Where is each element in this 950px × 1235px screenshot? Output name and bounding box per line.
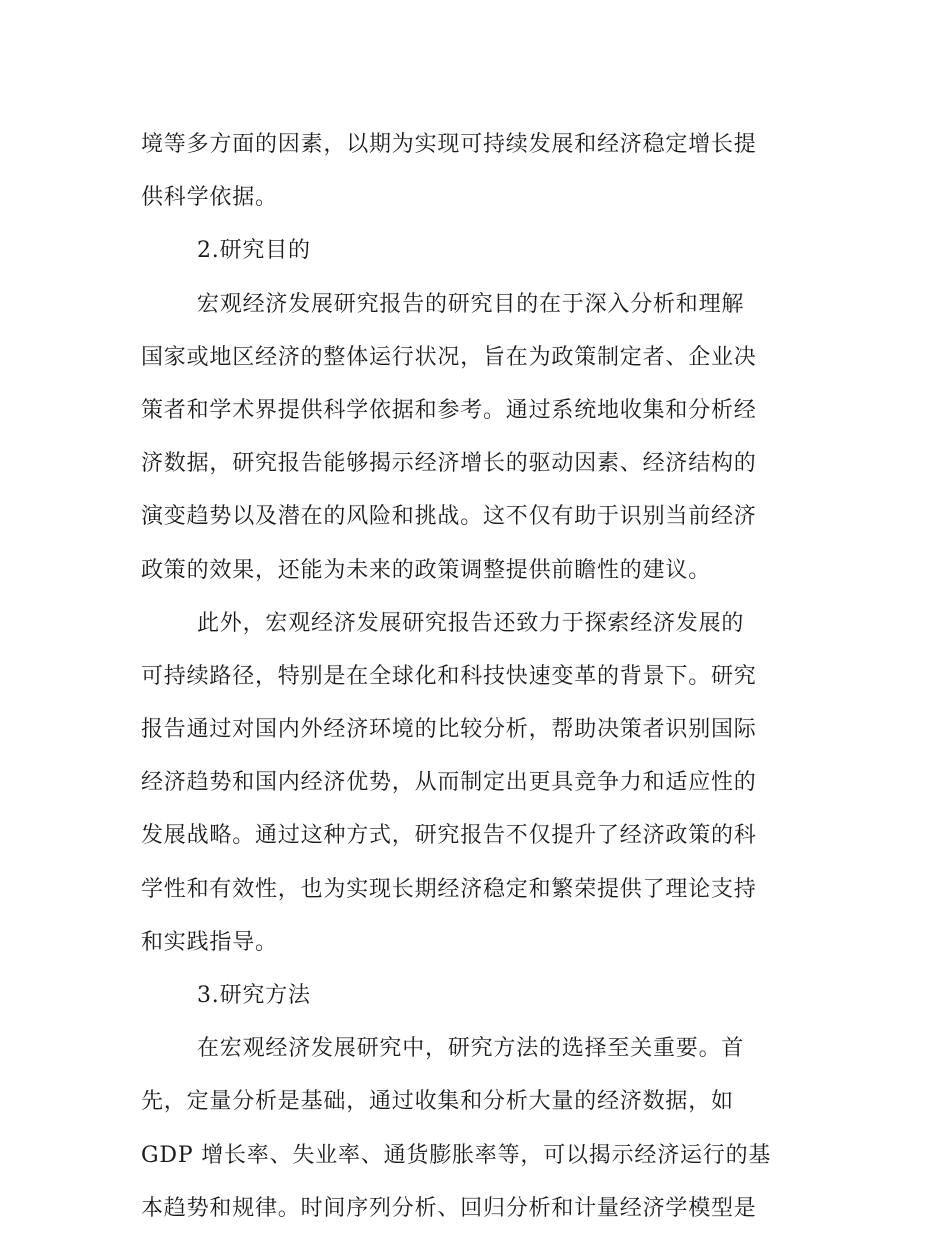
text-line: 境等多方面的因素，以期为实现可持续发展和经济稳定增长提	[141, 132, 757, 157]
paragraph-first-line: 此外，宏观经济发展研究报告还致力于探索经济发展的	[197, 610, 745, 636]
text-line: 策者和学术界提供科学依据和参考。通过系统地收集和分析经	[141, 397, 757, 423]
text-line: 发展战略。通过这种方式，研究报告不仅提升了经济政策的科	[141, 823, 757, 849]
text-line: 学性和有效性，也为实现长期经济稳定和繁荣提供了理论支持	[141, 876, 757, 902]
text-line: 可持续路径，特别是在全球化和科技快速变革的背景下。研究	[141, 663, 757, 689]
document-body	[141, 118, 813, 1235]
text-line: GDP 增长率、失业率、通货膨胀率等，可以揭示经济运行的基	[141, 1142, 772, 1168]
text-line: 经济趋势和国内经济优势，从而制定出更具竞争力和适应性的	[141, 770, 757, 796]
text-line: 国家或地区经济的整体运行状况，旨在为政策制定者、企业决	[141, 344, 757, 370]
text-line: 先，定量分析是基础，通过收集和分析大量的经济数据，如	[141, 1089, 734, 1115]
text-line: 济数据，研究报告能够揭示经济增长的驱动因素、经济结构的	[141, 451, 757, 477]
paragraph-first-line: 宏观经济发展研究报告的研究目的在于深入分析和理解	[197, 291, 745, 317]
text-line: 和实践指导。	[141, 929, 278, 955]
text-line: 供科学依据。	[141, 185, 278, 211]
text-line: 政策的效果，还能为未来的政策调整提供前瞻性的建议。	[141, 557, 712, 583]
paragraph-first-line: 在宏观经济发展研究中，研究方法的选择至关重要。首	[197, 1036, 745, 1062]
text-line: 报告通过对国内外经济环境的比较分析，帮助决策者识别国际	[141, 717, 757, 743]
section-heading: 2.研究目的	[197, 238, 311, 264]
text-line: 演变趋势以及潜在的风险和挑战。这不仅有助于识别当前经济	[141, 504, 757, 530]
section-heading: 3.研究方法	[197, 983, 311, 1008]
text-line: 本趋势和规律。时间序列分析、回归分析和计量经济学模型是	[141, 1195, 757, 1221]
